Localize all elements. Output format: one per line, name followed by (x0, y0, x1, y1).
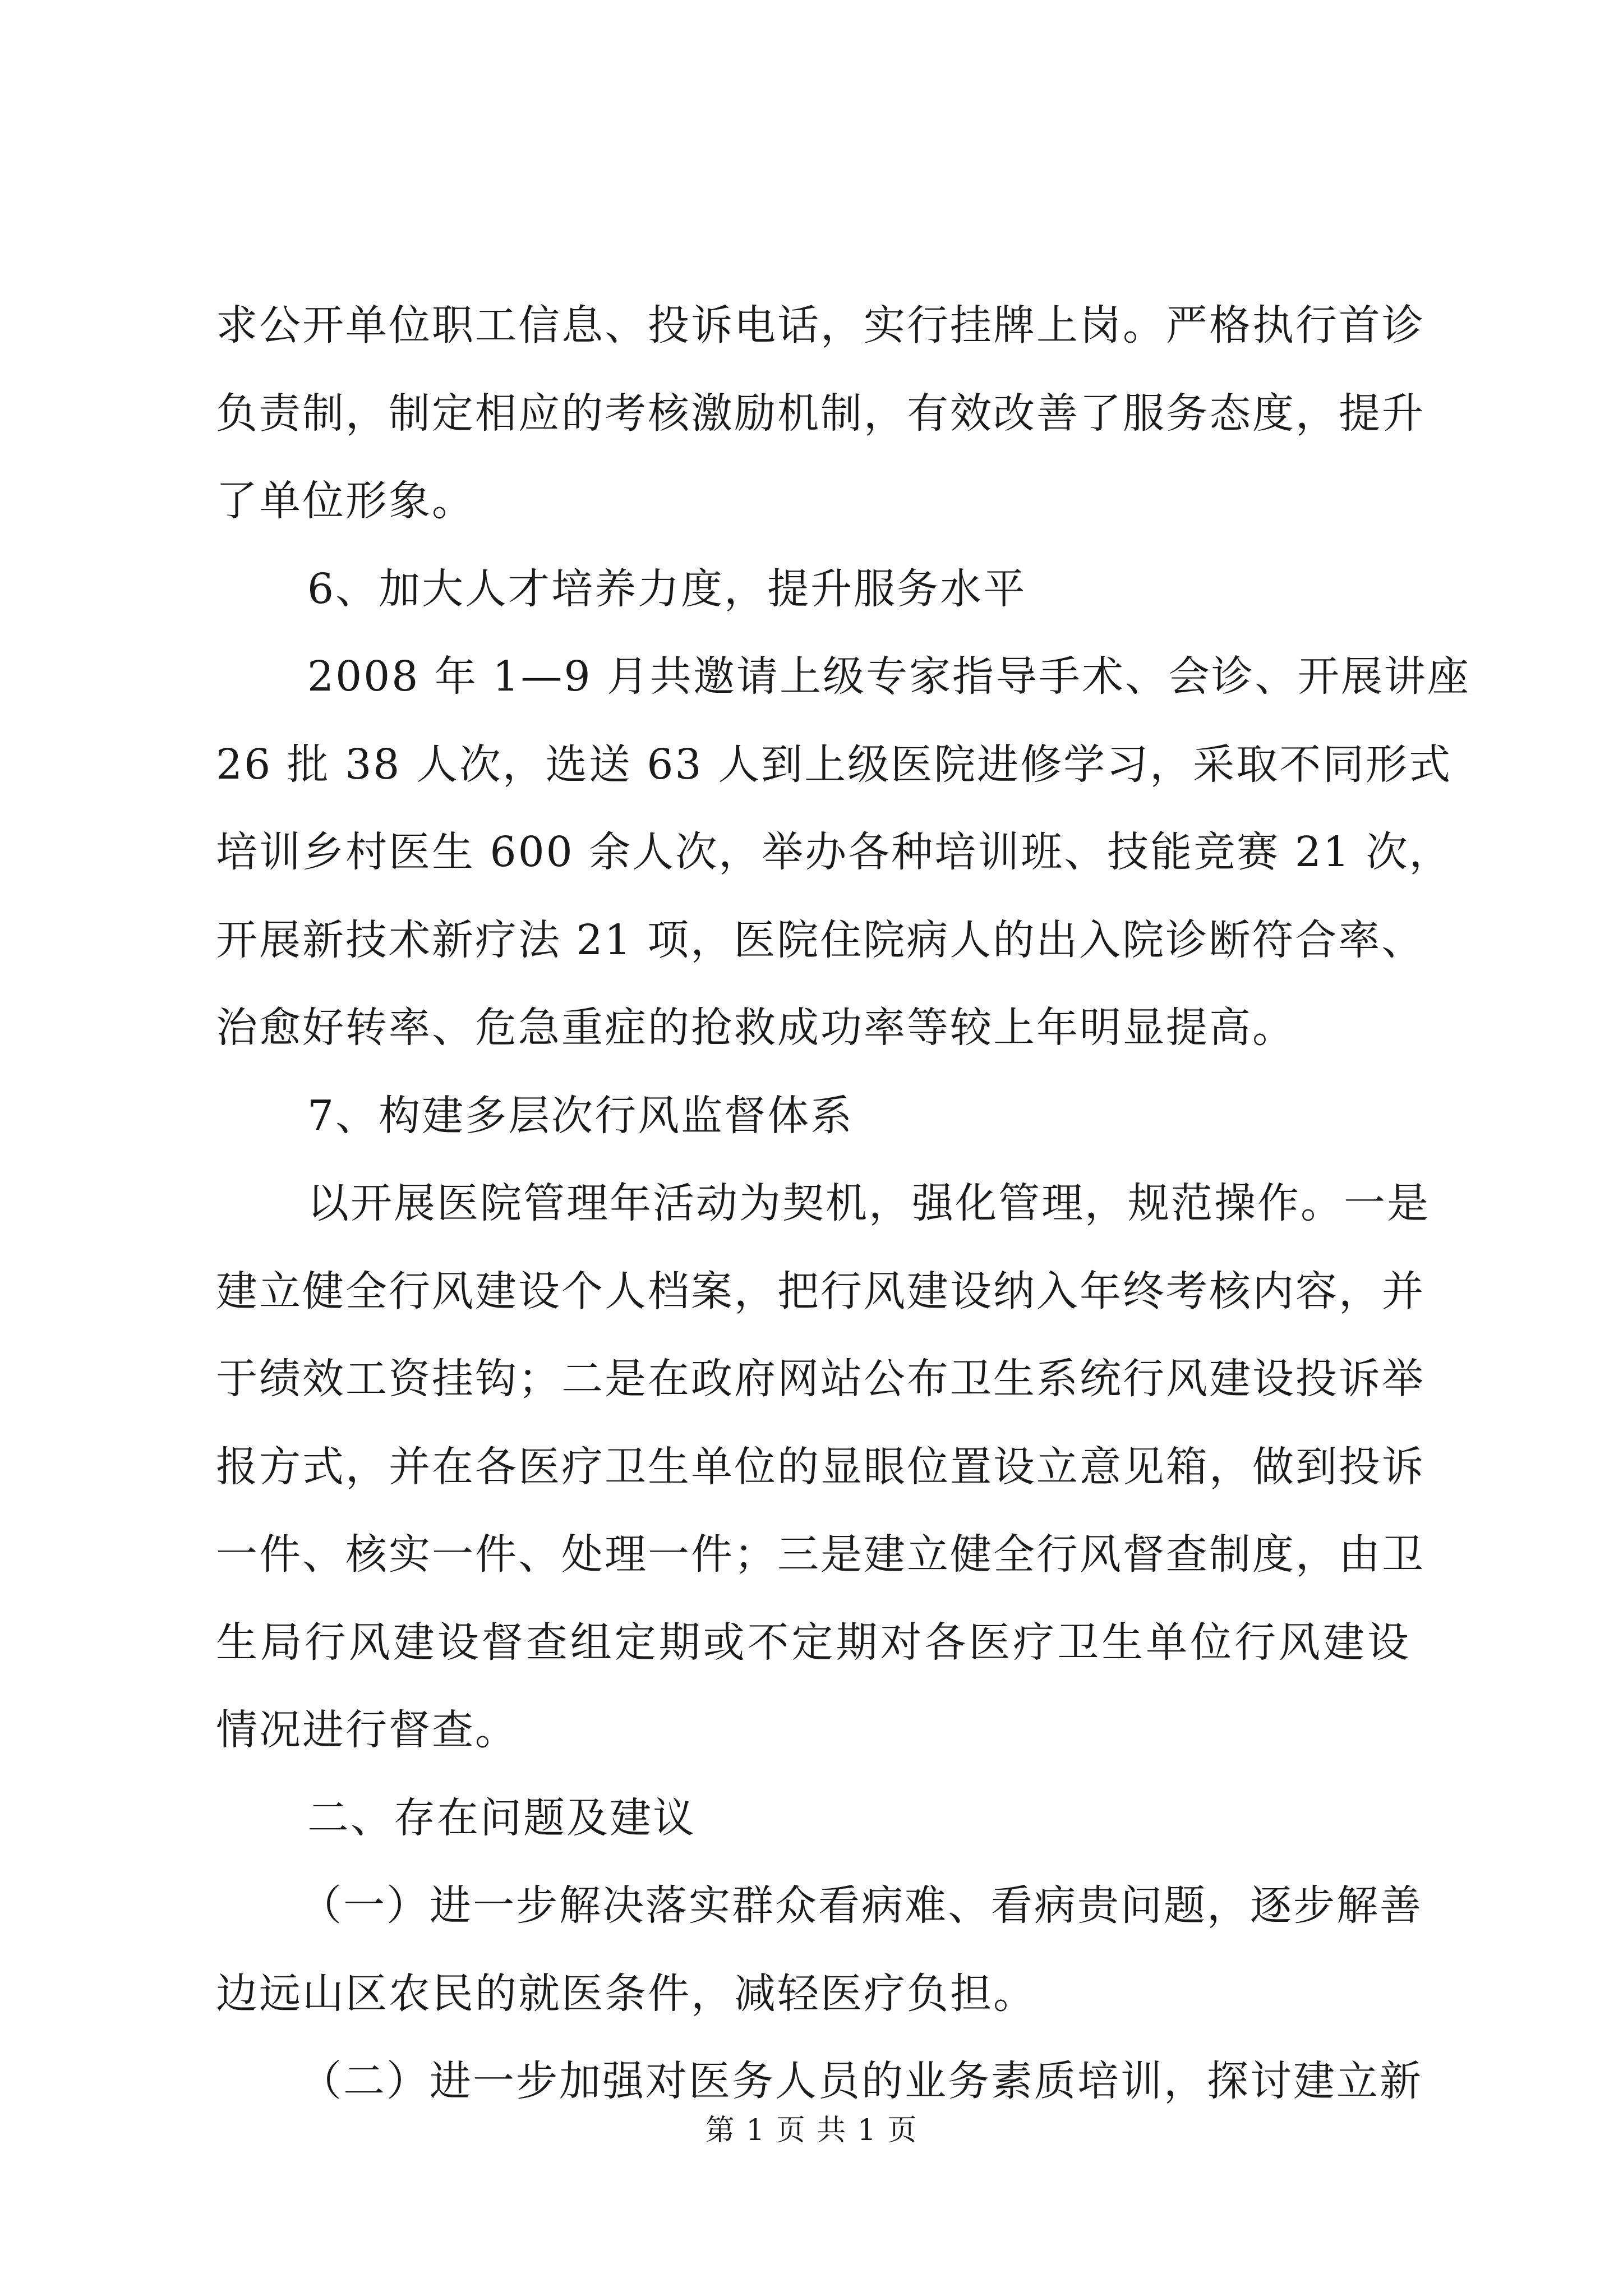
page-footer: 第 1 页 共 1 页 (705, 2114, 918, 2147)
paragraph-line: 培训乡村医生 600 余人次，举办各种培训班、技能竞赛 21 次， (216, 828, 1453, 876)
section-heading-2: 二、存在问题及建议 (307, 1793, 696, 1842)
paragraph-line: （二）进一步加强对医务人员的业务素质培训，探讨建立新 (300, 2057, 1423, 2105)
section-heading-6: 6、加大人才培养力度，提升服务水平 (307, 564, 1027, 613)
paragraph-line: 一件、核实一件、处理一件；三是建立健全行风督查制度，由卫 (216, 1530, 1425, 1579)
paragraph-line: 报方式，并在各医疗卫生单位的显眼位置设立意见箱，做到投诉 (216, 1442, 1425, 1491)
section-heading-7: 7、构建多层次行风监督体系 (307, 1091, 854, 1140)
paragraph-line: 以开展医院管理年活动为契机，强化管理，规范操作。一是 (307, 1179, 1430, 1227)
document-body (216, 282, 1471, 2125)
paragraph-line: 治愈好转率、危急重症的抢救成功率等较上年明显提高。 (216, 1004, 1295, 1052)
paragraph-line: （一）进一步解决落实群众看病难、看病贵问题，逐步解善 (300, 1881, 1423, 1930)
paragraph-line: 了单位形象。 (216, 477, 475, 525)
paragraph-line: 生局行风建设督查组定期或不定期对各医疗卫生单位行风建设 (216, 1618, 1410, 1667)
paragraph-line: 求公开单位职工信息、投诉电话，实行挂牌上岗。严格执行首诊 (216, 301, 1425, 349)
paragraph-line: 负责制，制定相应的考核激励机制，有效改善了服务态度，提升 (216, 389, 1425, 438)
paragraph-line: 边远山区农民的就医条件，减轻医疗负担。 (216, 1969, 1036, 2018)
paragraph-line: 建立健全行风建设个人档案，把行风建设纳入年终考核内容，并 (216, 1267, 1425, 1315)
paragraph-line: 情况进行督查。 (216, 1706, 518, 1754)
paragraph-line: 于绩效工资挂钩；二是在政府网站公布卫生系统行风建设投诉举 (216, 1355, 1425, 1403)
paragraph-line: 26 批 38 人次，选送 63 人到上级医院进修学习，采取不同形式 (216, 740, 1453, 789)
paragraph-line: 开展新技术新疗法 21 项，医院住院病人的出入院诊断符合率、 (216, 915, 1425, 964)
paragraph-line: 2008 年 1—9 月共邀请上级专家指导手术、会诊、开展讲座 (307, 652, 1471, 701)
